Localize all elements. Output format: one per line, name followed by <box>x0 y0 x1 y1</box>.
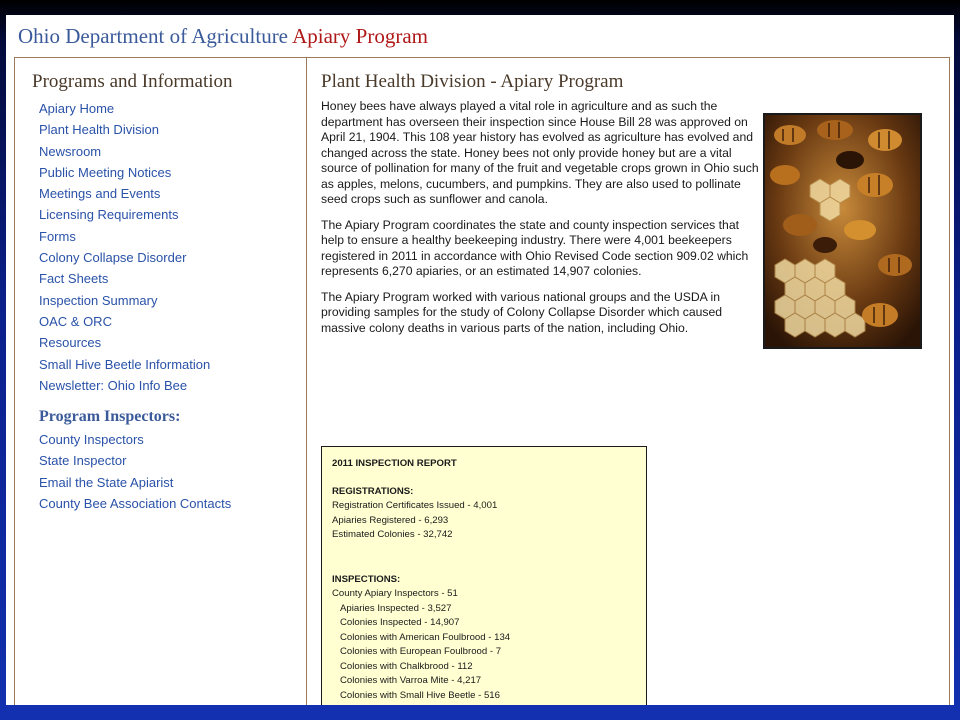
sidebar-item-licensing-requirements[interactable]: Licensing Requirements <box>39 207 179 223</box>
report-title: 2011 INSPECTION REPORT <box>332 458 457 469</box>
sidebar-item-forms[interactable]: Forms <box>39 228 76 244</box>
web-page <box>6 15 954 705</box>
inspections-heading: INSPECTIONS: <box>332 573 401 585</box>
honey-bees-photo <box>763 113 922 349</box>
sidebar-item-email-state-apiarist[interactable]: Email the State Apiarist <box>39 474 174 490</box>
column-divider <box>306 58 307 705</box>
sidebar-item-public-meeting-notices[interactable]: Public Meeting Notices <box>39 164 172 180</box>
ccd-paragraph: The Apiary Program worked with various national groups and the USDA in providing samples for the study of Colony Collapse Disorder which caused massive colony deaths in various parts of the nation, including Ohio. <box>321 289 723 335</box>
report-line: County Apiary Inspectors - 51 <box>332 588 458 599</box>
report-line: Colonies with Chalkbrood - 112 <box>340 660 473 672</box>
site-title <box>18 24 428 49</box>
report-line: Colonies with Small Hive Beetle - 516 <box>340 689 500 701</box>
sidebar-item-state-inspector[interactable]: State Inspector <box>39 453 127 469</box>
page-title: Plant Health Division - Apiary Program <box>321 71 624 92</box>
site-title-agency: Ohio Department of Agriculture <box>18 24 289 48</box>
sidebar-item-inspection-summary[interactable]: Inspection Summary <box>39 292 158 308</box>
registrations-heading: REGISTRATIONS: <box>332 485 414 497</box>
honeycomb-bees-image <box>765 115 920 347</box>
report-line: Apiaries Registered - 6,293 <box>332 514 449 526</box>
report-line: Registration Certificates Issued - 4,001 <box>332 500 498 511</box>
sidebar-item-plant-health-division[interactable]: Plant Health Division <box>39 122 159 138</box>
report-line: Colonies with European Foulbrood - 7 <box>340 646 502 657</box>
program-paragraph: The Apiary Program coordinates the state and county inspection services that help to ensure a healthy beekeeping industry. There were 4,001 beekeepers registered in 2011 in accordance with Ohio Revised Code section 909.02 which represents 6,270 apiaries, or an estimated 14,907 colonies. <box>321 217 749 278</box>
sidebar-item-fact-sheets[interactable]: Fact Sheets <box>39 271 109 287</box>
report-line: Apiaries Inspected - 3,527 <box>340 602 452 614</box>
sidebar-item-newsroom[interactable]: Newsroom <box>39 143 102 159</box>
report-line: Colonies with American Foulbrood - 134 <box>340 631 511 643</box>
sidebar-item-county-inspectors[interactable]: County Inspectors <box>39 432 144 448</box>
report-line: Colonies Inspected - 14,907 <box>340 617 460 628</box>
inspectors-heading: Program Inspectors: <box>39 408 181 426</box>
report-line: Estimated Colonies - 32,742 <box>332 529 453 540</box>
site-title-program: Apiary Program <box>292 24 428 48</box>
content-frame <box>14 57 950 705</box>
sidebar-item-colony-collapse-disorder[interactable]: Colony Collapse Disorder <box>39 250 187 266</box>
inspectors-nav <box>32 429 302 514</box>
main-content <box>321 71 941 701</box>
sidebar <box>32 71 302 514</box>
inspection-report-box <box>321 446 647 705</box>
sidebar-item-apiary-home[interactable]: Apiary Home <box>39 101 115 116</box>
sidebar-item-county-bee-association[interactable]: County Bee Association Contacts <box>39 496 232 512</box>
sidebar-item-small-hive-beetle[interactable]: Small Hive Beetle Information <box>39 356 211 372</box>
sidebar-nav <box>32 98 302 396</box>
sidebar-heading: Programs and Information <box>32 71 233 92</box>
sidebar-item-meetings-and-events[interactable]: Meetings and Events <box>39 186 161 202</box>
sidebar-item-oac-orc[interactable]: OAC & ORC <box>39 313 112 329</box>
sidebar-item-resources[interactable]: Resources <box>39 335 102 351</box>
intro-paragraph: Honey bees have always played a vital role in agriculture and as such the department has overseen their inspection since House Bill 28 was approved on April 21, 1904. This 108 year history has evolved as agriculture has evolved and changed across the state. Honey bees not only provide honey but are a vital source of pollination for many of the fruit and vegetable crops grown in Ohio such as apples, melons, cucumbers, and pumpkins. They are also used to pollinate seed crops such as sunflower and canola. <box>321 99 759 206</box>
report-line: Colonies with Varroa Mite - 4,217 <box>340 675 482 686</box>
sidebar-item-newsletter[interactable]: Newsletter: Ohio Info Bee <box>39 377 188 393</box>
